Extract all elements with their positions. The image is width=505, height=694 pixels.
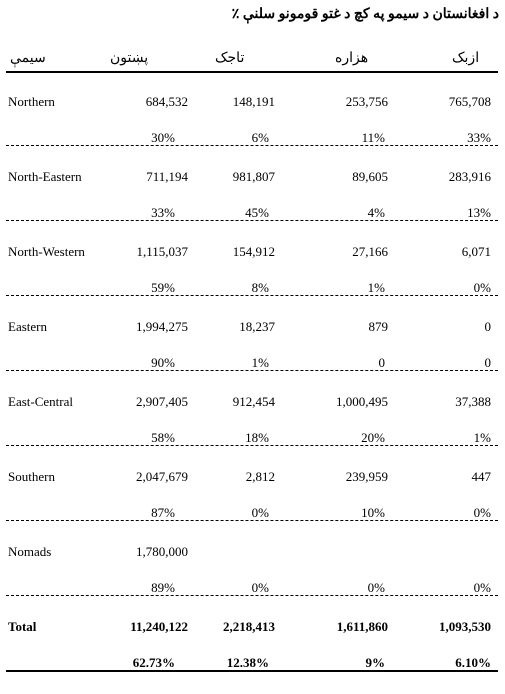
header-region: سيمې [10,51,46,66]
header-rule [6,71,498,73]
tajik-percent: 1% [251,355,269,370]
uzbek-percent: 33% [467,130,491,145]
tajik-count: 18,237 [239,319,275,334]
region-name: Eastern [8,319,47,334]
tajik-percent: 18% [245,430,269,445]
row-separator [6,220,498,221]
pashtun-count: 11,240,122 [130,619,188,634]
tajik-percent: 45% [245,205,269,220]
pashtun-count: 2,047,679 [136,469,188,484]
uzbek-count: 1,093,530 [439,619,491,634]
uzbek-percent: 1% [473,430,491,445]
uzbek-percent: 6.10% [455,655,491,670]
uzbek-count: 765,708 [448,94,491,109]
tajik-count: 154,912 [232,244,275,259]
hazara-count: 1,611,860 [336,619,388,634]
hazara-percent: 0% [367,580,385,595]
total-row [0,619,505,694]
pashtun-count: 711,194 [146,169,188,184]
hazara-count: 1,000,495 [336,394,388,409]
hazara-count: 253,756 [345,94,388,109]
pashtun-percent: 90% [151,355,175,370]
hazara-count: 879 [368,319,388,334]
tajik-percent: 0% [251,580,269,595]
table-row [0,544,505,619]
hazara-count: 239,959 [345,469,388,484]
region-name: North-Western [8,244,85,259]
hazara-percent: 20% [361,430,385,445]
hazara-count: 89,605 [352,169,388,184]
row-separator [6,520,498,521]
region-name: Southern [8,469,55,484]
uzbek-count: 6,071 [461,244,491,259]
pashtun-count: 1,994,275 [136,319,188,334]
pashtun-count: 1,780,000 [136,544,188,559]
pashtun-count: 2,907,405 [136,394,188,409]
page-title: د افغانستان د سيمو په کچ د غتو قومونو سلنې ٪ [231,7,499,22]
row-separator [6,445,498,446]
region-name: East-Central [8,394,73,409]
uzbek-percent: 0% [473,580,491,595]
table-row [0,169,505,244]
pashtun-percent: 89% [151,580,175,595]
tajik-count: 981,807 [232,169,275,184]
row-separator [6,145,498,146]
header-tajik: تاجک [215,51,245,66]
hazara-percent: 10% [361,505,385,520]
table-row [0,319,505,394]
pashtun-percent: 58% [151,430,175,445]
pashtun-count: 1,115,037 [136,244,188,259]
total-rule [6,670,498,672]
region-name: Nomads [8,544,52,559]
uzbek-count: 447 [471,469,491,484]
uzbek-percent: 0 [484,355,491,370]
uzbek-count: 283,916 [448,169,491,184]
header-uzbek: ازبک [452,51,480,66]
region-name: Total [8,619,37,634]
table-row [0,394,505,469]
uzbek-percent: 0% [473,505,491,520]
hazara-count: 27,166 [352,244,388,259]
tajik-percent: 8% [251,280,269,295]
table-row [0,244,505,319]
uzbek-count: 37,388 [455,394,491,409]
uzbek-count: 0 [484,319,491,334]
pashtun-percent: 33% [151,205,175,220]
region-name: Northern [8,94,55,109]
pashtun-percent: 62.73% [132,655,175,670]
pashtun-percent: 59% [151,280,175,295]
region-name: North-Eastern [8,169,82,184]
uzbek-percent: 13% [467,205,491,220]
table-row [0,94,505,169]
hazara-percent: 4% [367,205,385,220]
header-hazara: هزاره [335,51,369,66]
table-row [0,469,505,544]
pashtun-percent: 87% [151,505,175,520]
tajik-count: 912,454 [232,394,275,409]
hazara-percent: 11% [361,130,385,145]
hazara-percent: 9% [365,655,385,670]
row-separator [6,295,498,296]
hazara-percent: 0 [378,355,385,370]
tajik-count: 148,191 [232,94,275,109]
row-separator [6,370,498,371]
uzbek-percent: 0% [473,280,491,295]
hazara-percent: 1% [367,280,385,295]
tajik-count: 2,812 [245,469,275,484]
pashtun-percent: 30% [151,130,175,145]
tajik-count: 2,218,413 [223,619,275,634]
tajik-percent: 0% [251,505,269,520]
tajik-percent: 12.38% [226,655,269,670]
header-pashtun: پښتون [110,51,149,66]
row-separator [6,595,498,596]
tajik-percent: 6% [251,130,269,145]
pashtun-count: 684,532 [145,94,188,109]
